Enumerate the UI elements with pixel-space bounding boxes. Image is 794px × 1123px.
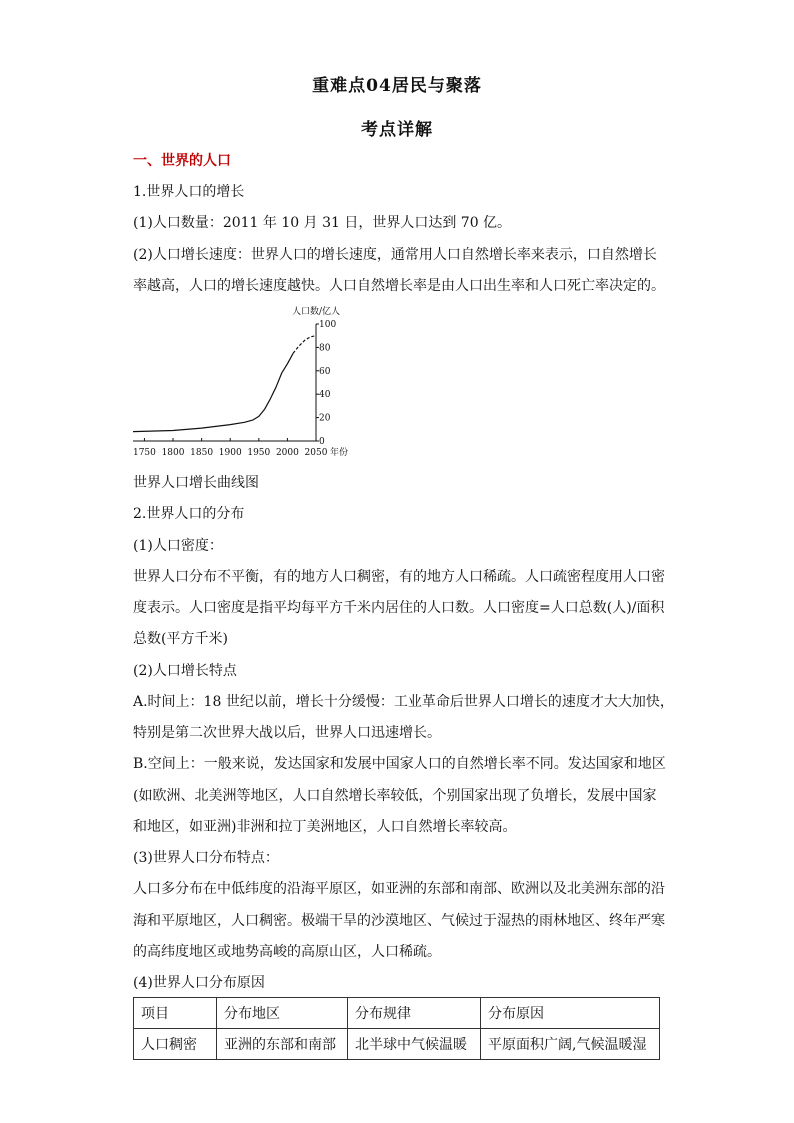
- y-tick-label: 40: [319, 390, 331, 401]
- x-tick-label: 1950: [247, 448, 271, 458]
- chart-axes: [133, 324, 319, 441]
- table-cell: 亚洲的东部和南部: [217, 1029, 348, 1060]
- heading-population-distribution: 2.世界人口的分布: [133, 506, 245, 522]
- paragraph-line: 海和平原地区，人口稠密。极端干旱的沙漠地区、气候过于湿热的雨林地区、终年严寒: [133, 913, 665, 929]
- section-heading: 一、世界的人口: [133, 153, 231, 169]
- x-tick-label: 2050: [304, 448, 328, 458]
- page-subtitle: 考点详解: [361, 120, 433, 140]
- paragraph-line: 特别是第二次世界大战以后，世界人口迅速增长。: [133, 725, 441, 741]
- population-line: [133, 353, 293, 431]
- paragraph-line: (1)人口数量：2011 年 10 月 31 日，世界人口达到 70 亿。: [133, 215, 512, 231]
- paragraph-line: 人口多分布在中低纬度的沿海平原区，如亚洲的东部和南部、欧洲以及北美洲东部的沿: [133, 881, 665, 897]
- table-header-cell: 分布原因: [481, 998, 660, 1029]
- y-tick-label: 60: [319, 366, 331, 377]
- table-header-cell: 项目: [134, 998, 217, 1029]
- x-tick-label: 1750: [132, 448, 156, 458]
- heading-population-growth: 1.世界人口的增长: [133, 184, 245, 200]
- page-title: 重难点04居民与聚落: [312, 76, 482, 96]
- paragraph-line: 总数(平方千米): [133, 631, 228, 647]
- paragraph-line: (2)人口增长速度：世界人口的增长速度，通常用人口自然增长率来表示，口自然增长: [133, 247, 657, 263]
- chart-series: [133, 336, 316, 432]
- paragraph-line: A.时间上：18 世纪以前，增长十分缓慢：工业革命后世界人口增长的速度才大大加快，: [133, 694, 674, 710]
- x-tick-label: 1800: [161, 448, 185, 458]
- chart-caption: 世界人口增长曲线图: [133, 475, 259, 491]
- paragraph-line: (2)人口增长特点: [133, 663, 237, 679]
- y-tick-label: 100: [319, 320, 337, 330]
- table-row: [134, 1029, 660, 1060]
- x-tick-label: 1850: [190, 448, 214, 458]
- table-header-cell: 分布规律: [348, 998, 481, 1029]
- y-axis-label: 人口数/亿人: [291, 307, 341, 317]
- x-tick-label: 2000: [275, 448, 299, 458]
- paragraph-line: (4)世界人口分布原因: [133, 975, 265, 991]
- projected-population-line: [293, 336, 316, 354]
- table-header-row: [134, 998, 660, 1029]
- paragraph-line: 度表示。人口密度是指平均每平方千米内居住的人口数。人口密度=人口总数(人)/面积: [133, 600, 665, 616]
- y-tick-label: 20: [319, 413, 331, 424]
- table-cell: 人口稠密: [134, 1029, 217, 1060]
- x-axis-label: 年份: [330, 448, 349, 458]
- paragraph-line: 和地区，如亚洲)非洲和拉丁美洲地区，人口自然增长率较高。: [133, 819, 517, 835]
- y-tick-label: 0: [319, 437, 325, 447]
- table-cell: 北半球中气候温暖: [348, 1029, 481, 1060]
- paragraph-line: 世界人口分布不平衡，有的地方人口稠密，有的地方人口稀疏。人口疏密程度用人口密: [133, 569, 665, 585]
- population-distribution-table: [133, 997, 660, 1060]
- paragraph-line: (1)人口密度：: [133, 538, 223, 554]
- paragraph-line: B.空间上：一般来说，发达国家和发展中国家人口的自然增长率不同。发达国家和地区: [133, 756, 666, 772]
- paragraph-line: (如欧洲、北美洲等地区，人口自然增长率较低，个别国家出现了负增长，发展中国家: [133, 788, 657, 804]
- x-tick-label: 1900: [218, 448, 242, 458]
- paragraph-line: (3)世界人口分布特点：: [133, 850, 279, 866]
- paragraph-line: 率越高，人口的增长速度越快。人口自然增长率是由人口出生率和人口死亡率决定的。: [133, 278, 665, 294]
- population-growth-chart: [130, 302, 350, 460]
- table-cell: 平原面积广阔,气候温暖湿: [481, 1029, 660, 1060]
- table-header-cell: 分布地区: [217, 998, 348, 1029]
- y-tick-label: 80: [319, 343, 331, 354]
- paragraph-line: 的高纬度地区或地势高峻的高原山区，人口稀疏。: [133, 944, 441, 960]
